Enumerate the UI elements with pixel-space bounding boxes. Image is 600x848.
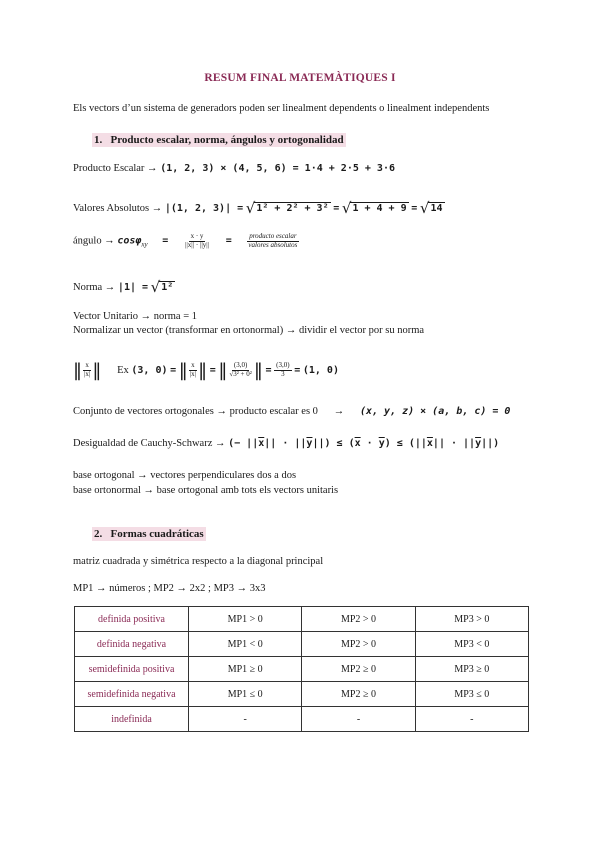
table-cell: MP3 < 0 bbox=[415, 632, 528, 657]
section2-number: 2. bbox=[94, 528, 103, 540]
angulo-label: ángulo → bbox=[73, 235, 115, 247]
table-cell: MP2 ≥ 0 bbox=[302, 657, 415, 682]
valores-lhs: |(1, 2, 3)| = bbox=[164, 203, 244, 214]
norma-label: Norma → bbox=[73, 282, 116, 293]
section2-heading bbox=[92, 528, 206, 540]
table-cell: MP2 > 0 bbox=[302, 632, 415, 657]
ex-fraction-2: $\frac{(3,0)}{3}$ bbox=[276, 361, 290, 379]
section1-title: Producto escalar, norma, ángulos y ortogonalidad bbox=[110, 134, 344, 146]
table-row bbox=[75, 657, 529, 682]
quadratic-forms-table bbox=[74, 606, 529, 732]
section2-desc: matriz cuadrada y simétrica respecto a la diagonal principal bbox=[73, 556, 324, 567]
angulo-line: ángulo → cosφ$_{xy}$ = $\frac{x \cdot y}{||x|| \cdot ||y||}$ = $\frac{\text{producto escalar}}{\text{valores absolutos}}$ bbox=[73, 232, 298, 249]
cauchy-label: Desigualdad de Cauchy-Schwarz → bbox=[73, 438, 226, 449]
table-cell: - bbox=[415, 707, 528, 732]
table-row bbox=[75, 632, 529, 657]
unitario-text: Vector Unitario → norma = 1 bbox=[73, 311, 198, 322]
table-cell: MP2 > 0 bbox=[302, 607, 415, 632]
angulo-cos: cosφ bbox=[117, 235, 142, 247]
angulo-fraction-words: $\frac{\text{producto escalar}}{\text{valores absolutos}}$ bbox=[248, 232, 298, 249]
norma-sqrt: 1² bbox=[161, 282, 174, 293]
section1-heading bbox=[92, 134, 346, 146]
section1-number: 1. bbox=[94, 134, 103, 146]
ex-vector: (3, 0) bbox=[131, 365, 168, 376]
page-title: RESUM FINAL MATEMÀTIQUES I bbox=[204, 72, 396, 84]
table-cell: - bbox=[189, 707, 302, 732]
intro-text: Els vectors d’un sistema de generadors poden ser linealment dependents o linealment independents bbox=[73, 103, 490, 114]
normalizar-text: Normalizar un vector (transformar en ortonormal) → dividir el vector por su norma bbox=[73, 325, 425, 336]
table-row bbox=[75, 607, 529, 632]
table-row bbox=[75, 682, 529, 707]
norma-lhs: |1| = bbox=[117, 282, 149, 293]
norm-fraction-2: $\frac{x}{|x|}$ bbox=[189, 361, 197, 379]
table-cell: MP3 ≤ 0 bbox=[415, 682, 528, 707]
valores-line: Valores Absolutos → |(1, 2, 3)| = √1² + 2² + 3² = √1 + 4 + 9 = √14 bbox=[73, 199, 443, 217]
table-cell-label: definida negativa bbox=[75, 632, 189, 657]
ex-fraction: $\frac{(3,0)}{\text{√3² + 0²}}$ bbox=[229, 361, 252, 379]
table-cell: MP2 ≥ 0 bbox=[302, 682, 415, 707]
table-cell: MP1 > 0 bbox=[189, 607, 302, 632]
producto-line bbox=[73, 163, 395, 174]
producto-label: Producto Escalar → bbox=[73, 163, 158, 174]
table-cell: MP1 ≥ 0 bbox=[189, 657, 302, 682]
ex-label: Ex bbox=[117, 365, 129, 376]
cauchy-line: Desigualdad de Cauchy-Schwarz → (− $||\overline{x}|| \cdot ||\overline{y}||) \le (\overline{x} \cdot \overline{y}) \le (||\overline{x}|| \cdot ||\overline{y}||)$ bbox=[73, 438, 500, 449]
table-cell-label: semidefinida positiva bbox=[75, 657, 189, 682]
angulo-sub: xy bbox=[141, 240, 148, 249]
table-cell-label: definida positiva bbox=[75, 607, 189, 632]
section2-title: Formas cuadráticas bbox=[110, 528, 204, 540]
valores-sqrt1: 1² + 2² + 3² bbox=[256, 203, 329, 214]
table-cell-label: semidefinida negativa bbox=[75, 682, 189, 707]
ortogonales-line: Conjunto de vectores ortogonales → producto escalar es 0 → (x, y, z) × (a, b, c) = 0 bbox=[73, 406, 511, 417]
norma-line: Norma → |1| = √1² bbox=[73, 278, 174, 296]
valores-sqrt3: 14 bbox=[430, 203, 443, 214]
table-row bbox=[75, 707, 529, 732]
angulo-fraction: $\frac{x \cdot y}{||x|| \cdot ||y||}$ bbox=[185, 232, 210, 249]
ortogonales-formula: (x, y, z) × (a, b, c) = 0 bbox=[359, 406, 511, 417]
valores-sqrt2: 1 + 4 + 9 bbox=[352, 203, 407, 214]
norm-fraction: $\frac{x}{|x|}$ bbox=[84, 361, 91, 379]
ortogonales-label: Conjunto de vectores ortogonales → producto escalar es 0 bbox=[73, 406, 318, 417]
ex-result: (1, 0) bbox=[302, 365, 339, 376]
table-cell: MP1 ≤ 0 bbox=[189, 682, 302, 707]
table-cell: MP3 ≥ 0 bbox=[415, 657, 528, 682]
valores-label: Valores Absolutos → bbox=[73, 203, 163, 214]
table-cell: MP1 < 0 bbox=[189, 632, 302, 657]
table-cell-label: indefinida bbox=[75, 707, 189, 732]
section2-mp: MP1 → números ; MP2 → 2x2 ; MP3 → 3x3 bbox=[73, 583, 266, 594]
base-ortonormal-text: base ortonormal → base ortogonal amb tots els vectors unitaris bbox=[73, 485, 339, 496]
producto-formula: (1, 2, 3) × (4, 5, 6) = 1·4 + 2·5 + 3·6 bbox=[160, 163, 395, 174]
normalize-example: ‖ $\frac{x}{|x|}$ ‖ Ex (3, 0) = ‖ $\frac{x}{|x|}$ ‖ = ‖ $\frac{(3,0)}{\text{√3² + 0²}}$ ‖ = $\frac{(3,0)}{3}$ = (1, 0) bbox=[73, 360, 339, 381]
table-cell: - bbox=[302, 707, 415, 732]
base-ortogonal-text: base ortogonal → vectores perpendiculares dos a dos bbox=[73, 470, 297, 481]
table-cell: MP3 > 0 bbox=[415, 607, 528, 632]
